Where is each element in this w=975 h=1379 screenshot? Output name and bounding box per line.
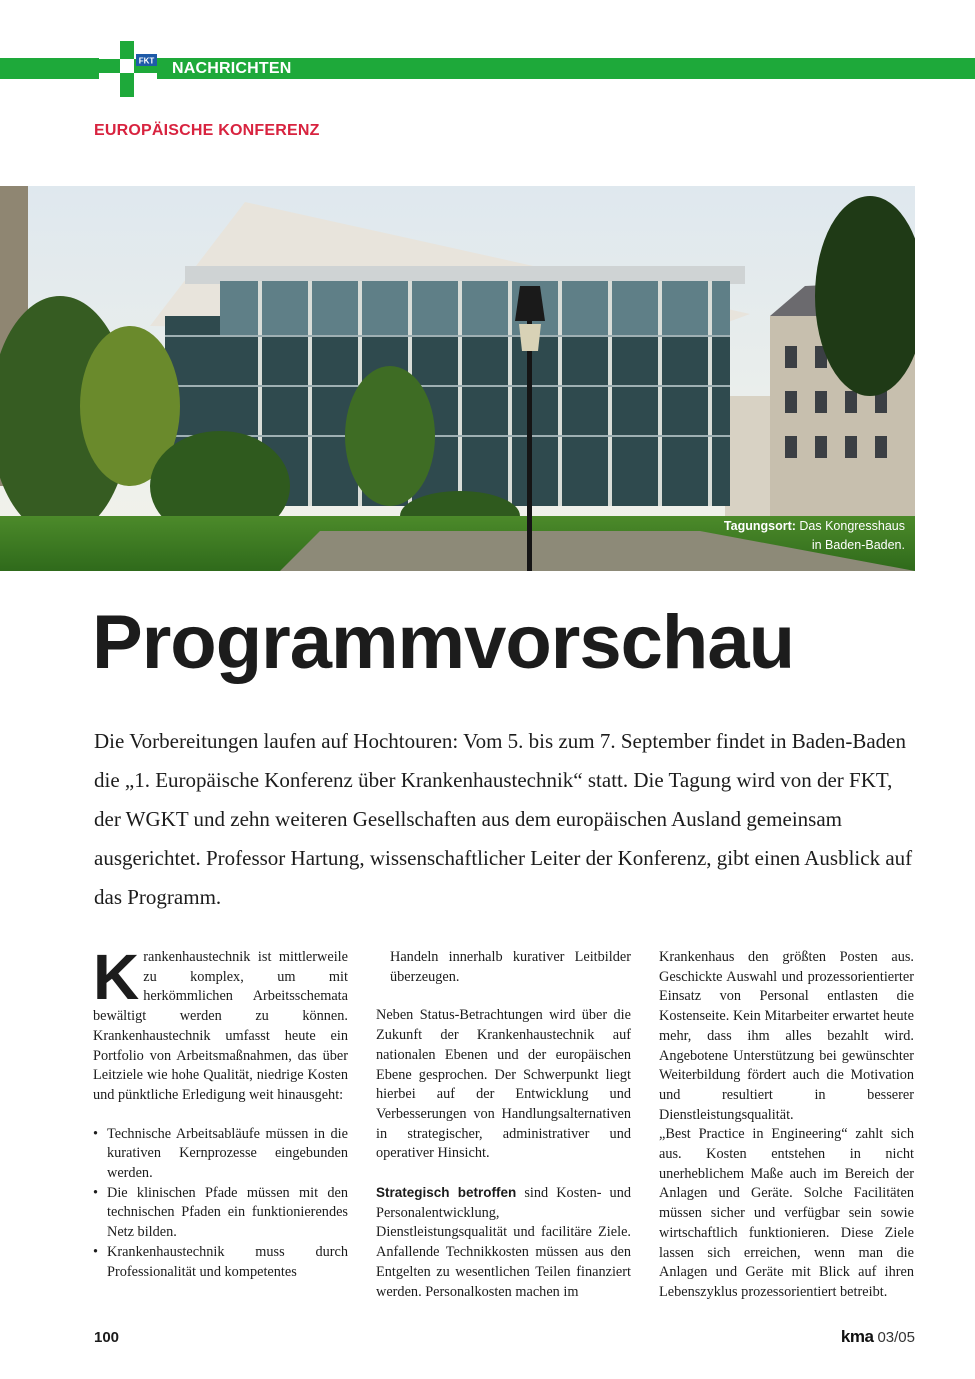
text-column-2 (376, 948, 631, 1302)
caption-text-1: Das Kongresshaus (795, 519, 905, 533)
bullet-item: • Krankenhaustechnik muss durch Professionalität und kompetentes (93, 1243, 348, 1282)
paragraph (376, 1183, 631, 1302)
run-in-heading: Strategisch betroffen (376, 1185, 517, 1201)
lead-paragraph: Die Vorbereitungen laufen auf Hochtouren: Vom 5. bis zum 7. September findet in Baden-Baden die „1. Europäische Konferenz über Krankenhaustechnik“ statt. Die Tagung wird von der FKT, der WGKT und zehn weiteren Gesellschaften aus dem europäischen Ausland gemeinsam ausgerichtet. Professor Hartung, wissenschaftlicher Leiter der Konferenz, gibt einen Ausblick auf das Programm. (94, 729, 913, 909)
paragraph-text: sind Kosten- und Personalentwicklung, Dienstleistungsqualität und facilitäre Ziele. Anfallende Technikkosten müssen aus den Entgelten zu wesentlichen Teilen finanziert werden. Personalkosten machen im (376, 1185, 631, 1300)
caption-label: Tagungsort: (723, 519, 796, 533)
intro-text: rankenhaustechnik ist mittlerweile zu komplex, um mit herkömmlichen Arbeitsschemata bewältigt werden zu können. Krankenhaustechnik umfasst heute ein Portfolio von Arbeitsmaßnahmen, das über Leitziele wie hohe Qualität, niedrige Kosten und pünktliche Erledigung weit hinausgeht: (93, 949, 348, 1103)
fkt-cross-logo (99, 41, 157, 97)
bullet-continuation: Handeln innerhalb kurativer Leitbilder überzeugen. (390, 949, 631, 985)
headline: Programmvorschau (92, 600, 795, 685)
magazine-logo: kma (840, 1327, 874, 1346)
paragraph: Neben Status-Betrachtungen wird über die Zukunft der Krankenhaustechnik auf nationalen Ebenen und der europäischen Ebene gesprochen. Der Schwerpunkt liegt hierbei auf der Entwicklung und Verbesserungen von Handlungsalternativen in strategischer, administrativer und operativer Hinsicht. (376, 1007, 631, 1162)
logo-text: FKT (138, 56, 155, 66)
text-column-1 (93, 941, 348, 1282)
kicker: EUROPÄISCHE KONFERENZ (94, 122, 320, 139)
section-label: NACHRICHTEN (172, 60, 292, 77)
bullet-item: • Technische Arbeitsabläufe müssen in die kurativen Kernprozesse eingebunden werden. (93, 1125, 348, 1184)
photo-kongresshaus (0, 186, 915, 571)
bullet-item: • Die klinischen Pfade müssen mit den technischen Pfaden ein funktionierendes Netz bilden. (93, 1184, 348, 1243)
drop-cap: K (93, 941, 140, 1013)
bullet-list (93, 1125, 348, 1283)
paragraph: Krankenhaus den größten Posten aus. Geschickte Auswahl und prozessorientierter Einsatz von Personal entlasten die Kostenseite. Kein Mitarbeiter erwartet heute mehr, dass ihm alles bezahlt wird. Angebotene Unterstützung bei gewünschter Weiterbildung fördert auch die Motivation und resultiert in besserer Dienstleistungsqualität. (659, 949, 914, 1123)
paragraph: „Best Practice in Engineering“ zahlt sich aus. Kosten entstehen in nicht unerheblichem Maße auch im Bereich der Anlagen und Geräte. Solche Facilitäten müssen sicher und verfügbar sein sowie wirtschaftlich funktionieren. Diese Ziele lassen sich erreichen, wenn man die Anlagen und Geräte mit Blick auf ihren Lebenszyklus prozessorientiert betreibt. (659, 1126, 914, 1300)
issue-number: 03/05 (877, 1329, 915, 1346)
text-column-3 (659, 948, 914, 1303)
intro-paragraph (93, 941, 348, 1106)
photo-caption (724, 517, 905, 555)
page-number: 100 (94, 1329, 120, 1346)
footer-issue (841, 1327, 915, 1347)
caption-text-2: in Baden-Baden. (811, 538, 905, 552)
